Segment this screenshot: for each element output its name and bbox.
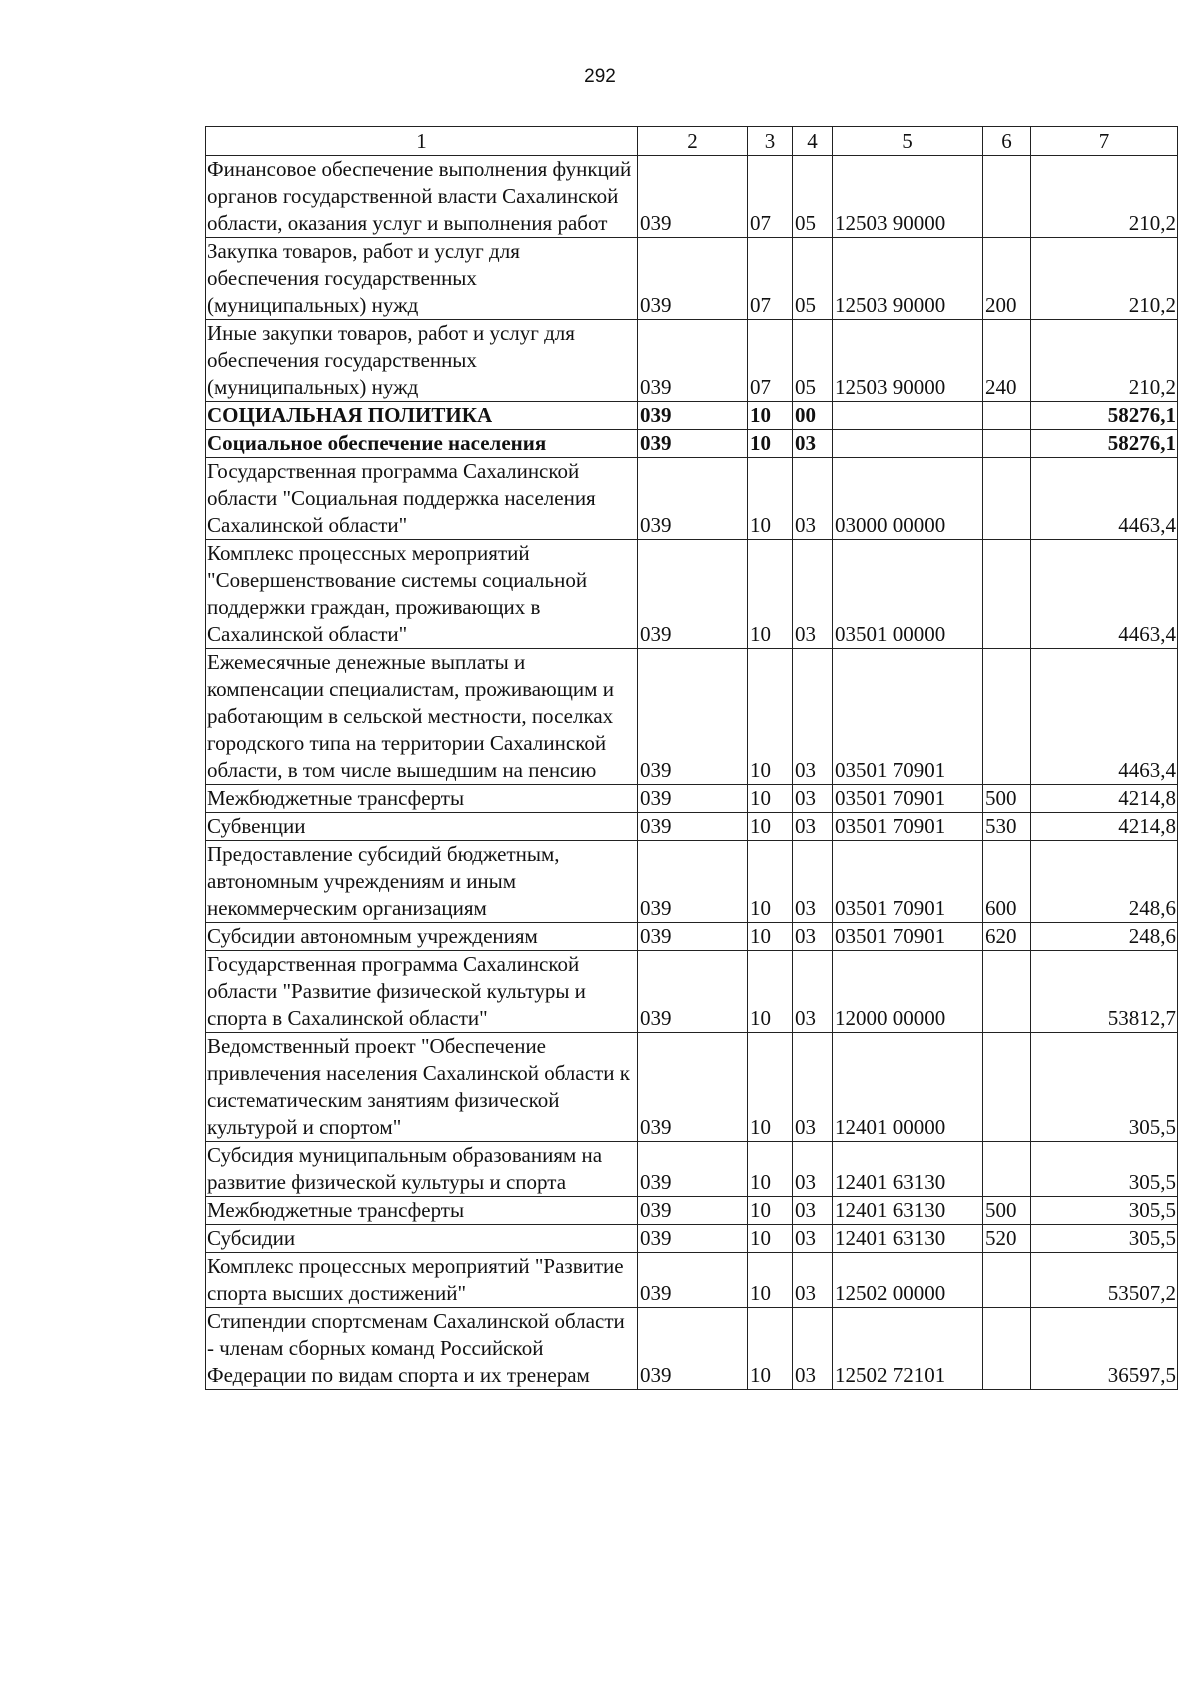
expense-type-cell (983, 649, 1031, 785)
row-name-cell: Субсидия муниципальным образованиям на развитие физической культуры и спорта (206, 1142, 638, 1197)
row-name-cell: Государственная программа Сахалинской области "Социальная поддержка населения Сахалинской области" (206, 458, 638, 540)
subsection-code-cell: 03 (793, 841, 833, 923)
table-row (206, 1253, 1178, 1308)
ministry-code-cell: 039 (638, 1225, 748, 1253)
table-row (206, 923, 1178, 951)
row-name-cell: Закупка товаров, работ и услуг для обеспечения государственных (муниципальных) нужд (206, 238, 638, 320)
section-code-cell: 10 (748, 951, 793, 1033)
section-code-cell: 10 (748, 540, 793, 649)
subsection-code-cell: 03 (793, 1033, 833, 1142)
section-code-cell: 10 (748, 430, 793, 458)
section-code-cell: 10 (748, 458, 793, 540)
expense-type-cell (983, 402, 1031, 430)
table-row (206, 1142, 1178, 1197)
row-name-cell: Ведомственный проект "Обеспечение привлечения населения Сахалинской области к систематическим занятиям физической культурой и спортом" (206, 1033, 638, 1142)
section-code-cell: 10 (748, 813, 793, 841)
subsection-code-cell: 05 (793, 320, 833, 402)
ministry-code-cell: 039 (638, 813, 748, 841)
table-row (206, 649, 1178, 785)
subsection-code-cell: 03 (793, 923, 833, 951)
column-header-7: 7 (1031, 127, 1178, 156)
row-name-cell: Иные закупки товаров, работ и услуг для обеспечения государственных (муниципальных) нужд (206, 320, 638, 402)
row-name-cell: Ежемесячные денежные выплаты и компенсации специалистам, проживающим и работающим в сельской местности, поселках городского типа на территории Сахалинской области, в том числе вышедшим на пенсию (206, 649, 638, 785)
target-article-cell: 12000 00000 (833, 951, 983, 1033)
amount-cell: 305,5 (1031, 1197, 1178, 1225)
ministry-code-cell: 039 (638, 458, 748, 540)
row-name-cell: Субсидии (206, 1225, 638, 1253)
row-name-cell: Межбюджетные трансферты (206, 1197, 638, 1225)
page-number: 292 (584, 66, 616, 87)
amount-cell: 305,5 (1031, 1142, 1178, 1197)
target-article-cell: 12401 63130 (833, 1142, 983, 1197)
target-article-cell: 03501 70901 (833, 813, 983, 841)
section-code-cell: 10 (748, 1308, 793, 1390)
column-header-5: 5 (833, 127, 983, 156)
subsection-code-cell: 03 (793, 458, 833, 540)
ministry-code-cell: 039 (638, 923, 748, 951)
row-name-cell: СОЦИАЛЬНАЯ ПОЛИТИКА (206, 402, 638, 430)
section-code-cell: 10 (748, 1033, 793, 1142)
table-row (206, 402, 1178, 430)
column-header-3: 3 (748, 127, 793, 156)
subsection-code-cell: 03 (793, 951, 833, 1033)
column-header-1: 1 (206, 127, 638, 156)
subsection-code-cell: 03 (793, 1142, 833, 1197)
subsection-code-cell: 03 (793, 785, 833, 813)
table-row (206, 841, 1178, 923)
amount-cell: 36597,5 (1031, 1308, 1178, 1390)
row-name-cell: Государственная программа Сахалинской области "Развитие физической культуры и спорта в Сахалинской области" (206, 951, 638, 1033)
expense-type-cell: 520 (983, 1225, 1031, 1253)
table-row (206, 458, 1178, 540)
ministry-code-cell: 039 (638, 1142, 748, 1197)
section-code-cell: 07 (748, 320, 793, 402)
target-article-cell: 03501 70901 (833, 785, 983, 813)
row-name-cell: Предоставление субсидий бюджетным, автономным учреждениям и иным некоммерческим организациям (206, 841, 638, 923)
expense-type-cell (983, 1033, 1031, 1142)
ministry-code-cell: 039 (638, 649, 748, 785)
expense-type-cell (983, 951, 1031, 1033)
expense-type-cell: 600 (983, 841, 1031, 923)
table-row (206, 951, 1178, 1033)
ministry-code-cell: 039 (638, 1033, 748, 1142)
section-code-cell: 10 (748, 841, 793, 923)
amount-cell: 58276,1 (1031, 430, 1178, 458)
column-header-2: 2 (638, 127, 748, 156)
amount-cell: 4463,4 (1031, 649, 1178, 785)
row-name-cell: Стипендии спортсменам Сахалинской области - членам сборных команд Российской Федерации по видам спорта и их тренерам (206, 1308, 638, 1390)
subsection-code-cell: 03 (793, 649, 833, 785)
target-article-cell: 03501 70901 (833, 841, 983, 923)
ministry-code-cell: 039 (638, 951, 748, 1033)
ministry-code-cell: 039 (638, 540, 748, 649)
amount-cell: 58276,1 (1031, 402, 1178, 430)
table-row (206, 1308, 1178, 1390)
row-name-cell: Финансовое обеспечение выполнения функций органов государственной власти Сахалинской области, оказания услуг и выполнения работ (206, 156, 638, 238)
row-name-cell: Комплекс процессных мероприятий "Развитие спорта высших достижений" (206, 1253, 638, 1308)
section-code-cell: 10 (748, 923, 793, 951)
table-row (206, 156, 1178, 238)
section-code-cell: 10 (748, 1197, 793, 1225)
budget-table (205, 126, 1178, 1390)
amount-cell: 53507,2 (1031, 1253, 1178, 1308)
section-code-cell: 07 (748, 238, 793, 320)
expense-type-cell: 500 (983, 1197, 1031, 1225)
expense-type-cell: 620 (983, 923, 1031, 951)
amount-cell: 305,5 (1031, 1225, 1178, 1253)
ministry-code-cell: 039 (638, 402, 748, 430)
target-article-cell: 03501 00000 (833, 540, 983, 649)
target-article-cell: 03501 70901 (833, 649, 983, 785)
amount-cell: 210,2 (1031, 238, 1178, 320)
expense-type-cell: 500 (983, 785, 1031, 813)
table-row (206, 238, 1178, 320)
column-header-6: 6 (983, 127, 1031, 156)
subsection-code-cell: 03 (793, 430, 833, 458)
header-row (206, 127, 1178, 156)
target-article-cell: 12401 63130 (833, 1225, 983, 1253)
table-row (206, 540, 1178, 649)
amount-cell: 305,5 (1031, 1033, 1178, 1142)
target-article-cell: 12502 00000 (833, 1253, 983, 1308)
column-header-4: 4 (793, 127, 833, 156)
subsection-code-cell: 05 (793, 156, 833, 238)
target-article-cell: 03501 70901 (833, 923, 983, 951)
subsection-code-cell: 03 (793, 1253, 833, 1308)
subsection-code-cell: 05 (793, 238, 833, 320)
expense-type-cell (983, 1308, 1031, 1390)
ministry-code-cell: 039 (638, 841, 748, 923)
amount-cell: 4214,8 (1031, 785, 1178, 813)
expense-type-cell (983, 458, 1031, 540)
expense-type-cell (983, 156, 1031, 238)
section-code-cell: 10 (748, 1225, 793, 1253)
row-name-cell: Субсидии автономным учреждениям (206, 923, 638, 951)
section-code-cell: 10 (748, 402, 793, 430)
target-article-cell: 12502 72101 (833, 1308, 983, 1390)
table-row (206, 430, 1178, 458)
expense-type-cell (983, 540, 1031, 649)
amount-cell: 4214,8 (1031, 813, 1178, 841)
expense-type-cell (983, 430, 1031, 458)
expense-type-cell (983, 1142, 1031, 1197)
amount-cell: 4463,4 (1031, 540, 1178, 649)
row-name-cell: Межбюджетные трансферты (206, 785, 638, 813)
row-name-cell: Комплекс процессных мероприятий "Совершенствование системы социальной поддержки граждан, проживающих в Сахалинской области" (206, 540, 638, 649)
ministry-code-cell: 039 (638, 320, 748, 402)
amount-cell: 4463,4 (1031, 458, 1178, 540)
ministry-code-cell: 039 (638, 430, 748, 458)
table-row (206, 1225, 1178, 1253)
table-row (206, 813, 1178, 841)
target-article-cell: 03000 00000 (833, 458, 983, 540)
ministry-code-cell: 039 (638, 156, 748, 238)
section-code-cell: 10 (748, 1142, 793, 1197)
subsection-code-cell: 03 (793, 1225, 833, 1253)
target-article-cell: 12503 90000 (833, 320, 983, 402)
expense-type-cell: 240 (983, 320, 1031, 402)
target-article-cell (833, 402, 983, 430)
row-name-cell: Социальное обеспечение населения (206, 430, 638, 458)
ministry-code-cell: 039 (638, 1197, 748, 1225)
ministry-code-cell: 039 (638, 238, 748, 320)
target-article-cell: 12503 90000 (833, 238, 983, 320)
ministry-code-cell: 039 (638, 1253, 748, 1308)
table-body (206, 156, 1178, 1390)
target-article-cell: 12401 63130 (833, 1197, 983, 1225)
ministry-code-cell: 039 (638, 1308, 748, 1390)
ministry-code-cell: 039 (638, 785, 748, 813)
target-article-cell: 12503 90000 (833, 156, 983, 238)
section-code-cell: 10 (748, 1253, 793, 1308)
amount-cell: 248,6 (1031, 923, 1178, 951)
section-code-cell: 07 (748, 156, 793, 238)
amount-cell: 210,2 (1031, 156, 1178, 238)
section-code-cell: 10 (748, 649, 793, 785)
table-row (206, 1033, 1178, 1142)
target-article-cell: 12401 00000 (833, 1033, 983, 1142)
subsection-code-cell: 03 (793, 540, 833, 649)
subsection-code-cell: 03 (793, 813, 833, 841)
table-header (206, 127, 1178, 156)
row-name-cell: Субвенции (206, 813, 638, 841)
table-row (206, 1197, 1178, 1225)
table-row (206, 320, 1178, 402)
amount-cell: 210,2 (1031, 320, 1178, 402)
target-article-cell (833, 430, 983, 458)
expense-type-cell: 530 (983, 813, 1031, 841)
subsection-code-cell: 03 (793, 1308, 833, 1390)
table-row (206, 785, 1178, 813)
amount-cell: 53812,7 (1031, 951, 1178, 1033)
expense-type-cell (983, 1253, 1031, 1308)
amount-cell: 248,6 (1031, 841, 1178, 923)
section-code-cell: 10 (748, 785, 793, 813)
subsection-code-cell: 00 (793, 402, 833, 430)
subsection-code-cell: 03 (793, 1197, 833, 1225)
expense-type-cell: 200 (983, 238, 1031, 320)
